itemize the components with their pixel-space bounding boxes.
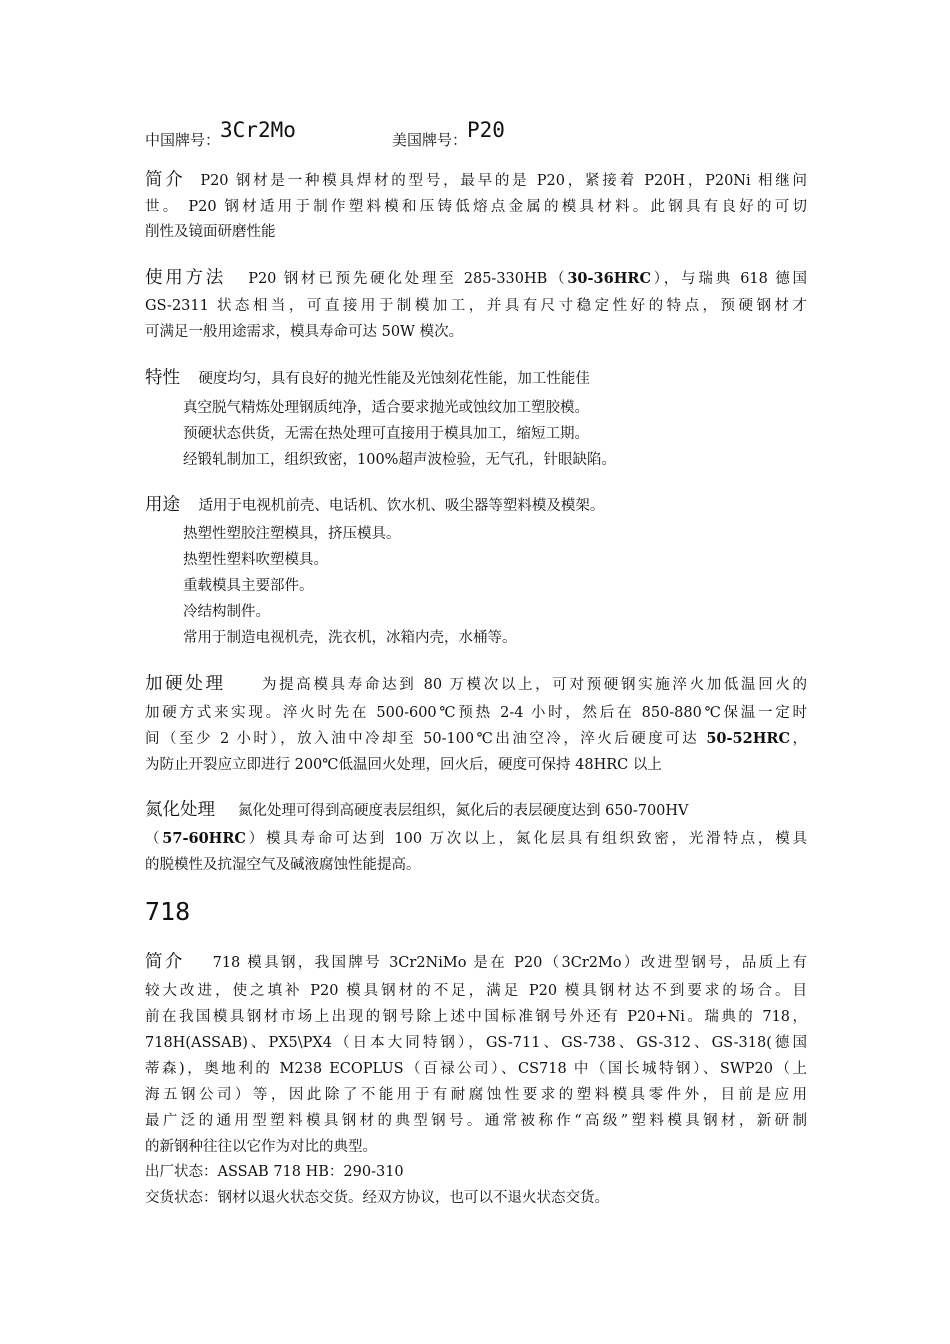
applications-heading: 用途 [145, 495, 180, 515]
s718-intro-line-6: 海五钢公司）等，因此除了不能用于有耐腐蚀性要求的塑料模具零件外，目前是应用 [145, 1087, 807, 1103]
factory-state: 出厂状态：ASSAB 718 HB：290-310 [145, 1164, 404, 1180]
cn-grade-label [145, 118, 296, 151]
s718-intro-line-3: 前在我国模具钢材市场上出现的钢号除上述中国标准钢号外还有 P20+Ni。瑞典的 718， [145, 1009, 807, 1025]
s718-intro-line-4: 718H(ASSAB)、PX5\PX4（日本大同特钢），GS-711、GS-738、GS-312、GS-318(德国 [145, 1035, 807, 1051]
us-grade: P20 [467, 118, 505, 142]
applications-line-2: 热塑性塑胶注塑模具，挤压模具。 [183, 526, 401, 542]
applications-line-5: 冷结构制件。 [183, 604, 270, 620]
nitriding-line-1: 氮化处理 氮化处理可得到高硬度表层组织，氮化后的表层硬度达到 650-700HV [145, 800, 689, 820]
hardening-line-2: 加硬方式来实现。淬火时先在 500-600℃预热 2-4 小时，然后在 850-880℃保温一定时 [145, 705, 807, 721]
s718-intro-line-7: 最广泛的通用型塑料模具钢材的典型钢号。通常被称作“高级”塑料模具钢材，新研制 [145, 1113, 807, 1129]
p20-intro-line-2: 世。 P20 钢材适用于制作塑料模和压铸低熔点金属的模具材料。此钢具有良好的可切 [145, 199, 807, 215]
nitriding-hrc: 57-60HRC [162, 830, 246, 847]
s718-intro-line-2: 较大改进，使之填补 P20 模具钢材的不足，满足 P20 模具钢材达不到要求的场合。目 [145, 983, 807, 999]
applications-line-4: 重载模具主要部件。 [183, 578, 314, 594]
s718-intro-line-5: 蒂森)，奥地利的 M238 ECOPLUS（百禄公司）、CS718 中（国长城特钢）、SWP20（上 [145, 1061, 807, 1077]
hardening-hrc: 50-52HRC [706, 730, 791, 747]
applications-line-3: 热塑性塑料吹塑模具。 [183, 552, 328, 568]
features-line-3: 预硬状态供货，无需在热处理可直接用于模具加工，缩短工期。 [183, 426, 589, 442]
cn-grade: 3Cr2Mo [220, 118, 296, 142]
usage-line-2: GS-2311 状态相当，可直接用于制模加工，并具有尺寸稳定性好的特点，预硬钢材才 [145, 298, 807, 314]
hardening-line-3: 间（至少 2 小时），放入油中冷却至 50-100℃出油空冷，淬火后硬度可达 50-52HRC， [145, 730, 808, 747]
s718-intro-line-8: 的新钢种往往以它作为对比的典型。 [145, 1139, 377, 1155]
usage-hrc: 30-36HRC [567, 270, 652, 287]
usage-heading: 使用方法 [145, 268, 227, 288]
hardening-line-1: 加硬处理 为提高模具寿命达到 80 万模次以上，可对预硬钢实施淬火加低温回火的 [145, 674, 808, 694]
hardening-heading: 加硬处理 [145, 674, 226, 694]
cn-label: 中国牌号： [145, 131, 221, 149]
s718-intro-heading: 简介 [145, 952, 185, 972]
us-grade-label [392, 118, 505, 151]
features-heading: 特性 [145, 368, 180, 388]
nitriding-line-3: 的脱模性及抗湿空气及碱液腐蚀性能提高。 [145, 857, 421, 873]
usage-line-1: 使用方法 P20 钢材已预先硬化处理至 285-330HB（30-36HRC），与瑞典 618 德国 [145, 268, 808, 288]
applications-line-6: 常用于制造电视机壳，洗衣机，冰箱内壳，水桶等。 [183, 630, 517, 646]
s718-intro-line-1: 简介 718 模具钢，我国牌号 3Cr2NiMo 是在 P20（3Cr2Mo）改进型钢号，品质上有 [145, 952, 808, 972]
applications-line-1: 用途 适用于电视机前壳、电话机、饮水机、吸尘器等塑料模及模架。 [145, 495, 605, 515]
nitriding-heading: 氮化处理 [145, 800, 215, 820]
features-line-1: 特性 硬度均匀，具有良好的抛光性能及光蚀刻花性能，加工性能佳 [145, 368, 590, 388]
section-718-title: 718 [145, 897, 191, 926]
p20-intro-heading: 简介 [145, 170, 186, 190]
usage-line-3: 可满足一般用途需求，模具寿命可达 50W 模次。 [145, 324, 464, 340]
features-line-4: 经锻轧制加工，组织致密，100%超声波检验，无气孔，针眼缺陷。 [183, 452, 616, 468]
nitriding-line-2: （57-60HRC）模具寿命可达到 100 万次以上，氮化层具有组织致密，光滑特点，模具 [145, 830, 807, 847]
us-label: 美国牌号： [392, 131, 468, 149]
p20-intro-line-1: 简介 P20 钢材是一种模具焊材的型号，最早的是 P20，紧接着 P20H，P20Ni 相继问 [145, 170, 808, 190]
p20-intro-line-3: 削性及镜面研磨性能 [145, 224, 276, 240]
features-line-2: 真空脱气精炼处理钢质纯净，适合要求抛光或蚀纹加工塑胶模。 [183, 400, 589, 416]
hardening-line-4: 为防止开裂应立即进行 200℃低温回火处理，回火后，硬度可保持 48HRC 以上 [145, 757, 662, 773]
delivery-state: 交货状态：钢材以退火状态交货。经双方协议，也可以不退火状态交货。 [145, 1190, 609, 1206]
